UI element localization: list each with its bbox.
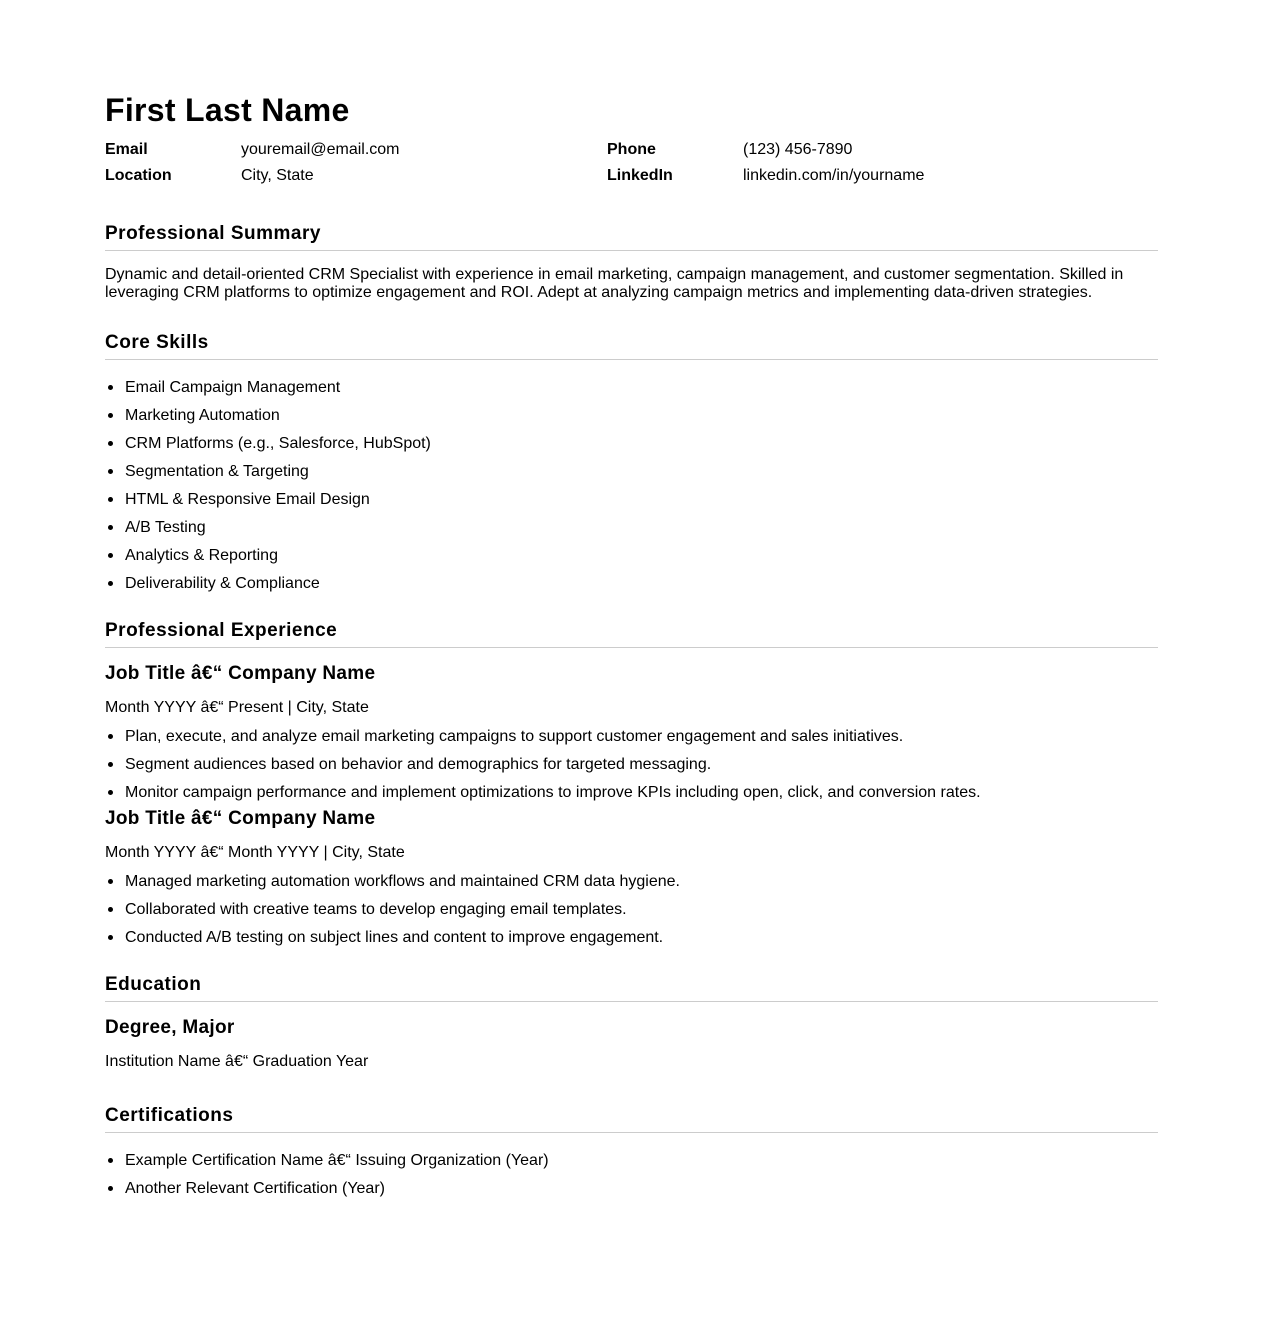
experience-section xyxy=(105,619,1158,947)
certifications-list xyxy=(105,1151,1158,1198)
skill-item: Email Campaign Management xyxy=(105,378,1158,397)
skill-item: HTML & Responsive Email Design xyxy=(105,490,1158,509)
candidate-name: First Last Name xyxy=(105,92,350,128)
skills-heading: Core Skills xyxy=(105,331,1158,360)
certification-item: Another Relevant Certification (Year) xyxy=(105,1179,1158,1198)
job-entry xyxy=(105,662,1158,802)
phone-label: Phone xyxy=(607,141,656,158)
skill-item: Segmentation & Targeting xyxy=(105,462,1158,481)
email-value: youremail@email.com xyxy=(241,141,400,158)
certifications-heading: Certifications xyxy=(105,1104,1158,1133)
summary-section xyxy=(105,222,1158,302)
contact-info xyxy=(105,140,1158,185)
skill-item: Marketing Automation xyxy=(105,406,1158,425)
job-title: Job Title â€“ Company Name xyxy=(105,663,376,684)
certifications-section xyxy=(105,1104,1158,1198)
job-bullet: Collaborated with creative teams to develop engaging email templates. xyxy=(105,900,1158,919)
skills-section xyxy=(105,331,1158,593)
linkedin-label: LinkedIn xyxy=(607,167,673,184)
skills-list xyxy=(105,378,1158,593)
job-meta: Month YYYY â€“ Present | City, State xyxy=(105,699,369,716)
job-meta: Month YYYY â€“ Month YYYY | City, State xyxy=(105,844,405,861)
certification-item: Example Certification Name â€“ Issuing Organization (Year) xyxy=(105,1151,1158,1170)
skill-item: CRM Platforms (e.g., Salesforce, HubSpot) xyxy=(105,434,1158,453)
job-bullet: Conducted A/B testing on subject lines and content to improve engagement. xyxy=(105,928,1158,947)
skill-item: A/B Testing xyxy=(105,518,1158,537)
job-bullet: Monitor campaign performance and implement optimizations to improve KPIs including open, click, and conversion rates. xyxy=(105,783,1158,802)
location-value: City, State xyxy=(241,167,314,184)
email-label: Email xyxy=(105,141,148,158)
job-bullets xyxy=(105,872,1158,947)
linkedin-value: linkedin.com/in/yourname xyxy=(743,167,925,184)
summary-heading: Professional Summary xyxy=(105,222,1158,251)
job-bullets xyxy=(105,727,1158,802)
job-title: Job Title â€“ Company Name xyxy=(105,808,376,829)
summary-text: Dynamic and detail-oriented CRM Specialist with experience in email marketing, campaign management, and customer segmentation. Skilled in leveraging CRM platforms to optimize engagement and ROI. Adept at analyzing campaign metrics and implementing data-driven strategies. xyxy=(105,266,1124,301)
degree-title: Degree, Major xyxy=(105,1017,235,1038)
experience-heading: Professional Experience xyxy=(105,619,1158,648)
job-bullet: Plan, execute, and analyze email marketing campaigns to support customer engagement and sales initiatives. xyxy=(105,727,1158,746)
job-bullet: Managed marketing automation workflows and maintained CRM data hygiene. xyxy=(105,872,1158,891)
location-label: Location xyxy=(105,167,172,184)
skill-item: Deliverability & Compliance xyxy=(105,574,1158,593)
job-bullet: Segment audiences based on behavior and demographics for targeted messaging. xyxy=(105,755,1158,774)
resume-page xyxy=(105,0,1158,1198)
education-heading: Education xyxy=(105,973,1158,1002)
institution-line: Institution Name â€“ Graduation Year xyxy=(105,1053,369,1070)
phone-value: (123) 456-7890 xyxy=(743,141,853,158)
education-section xyxy=(105,973,1158,1071)
job-entry xyxy=(105,807,1158,947)
skill-item: Analytics & Reporting xyxy=(105,546,1158,565)
